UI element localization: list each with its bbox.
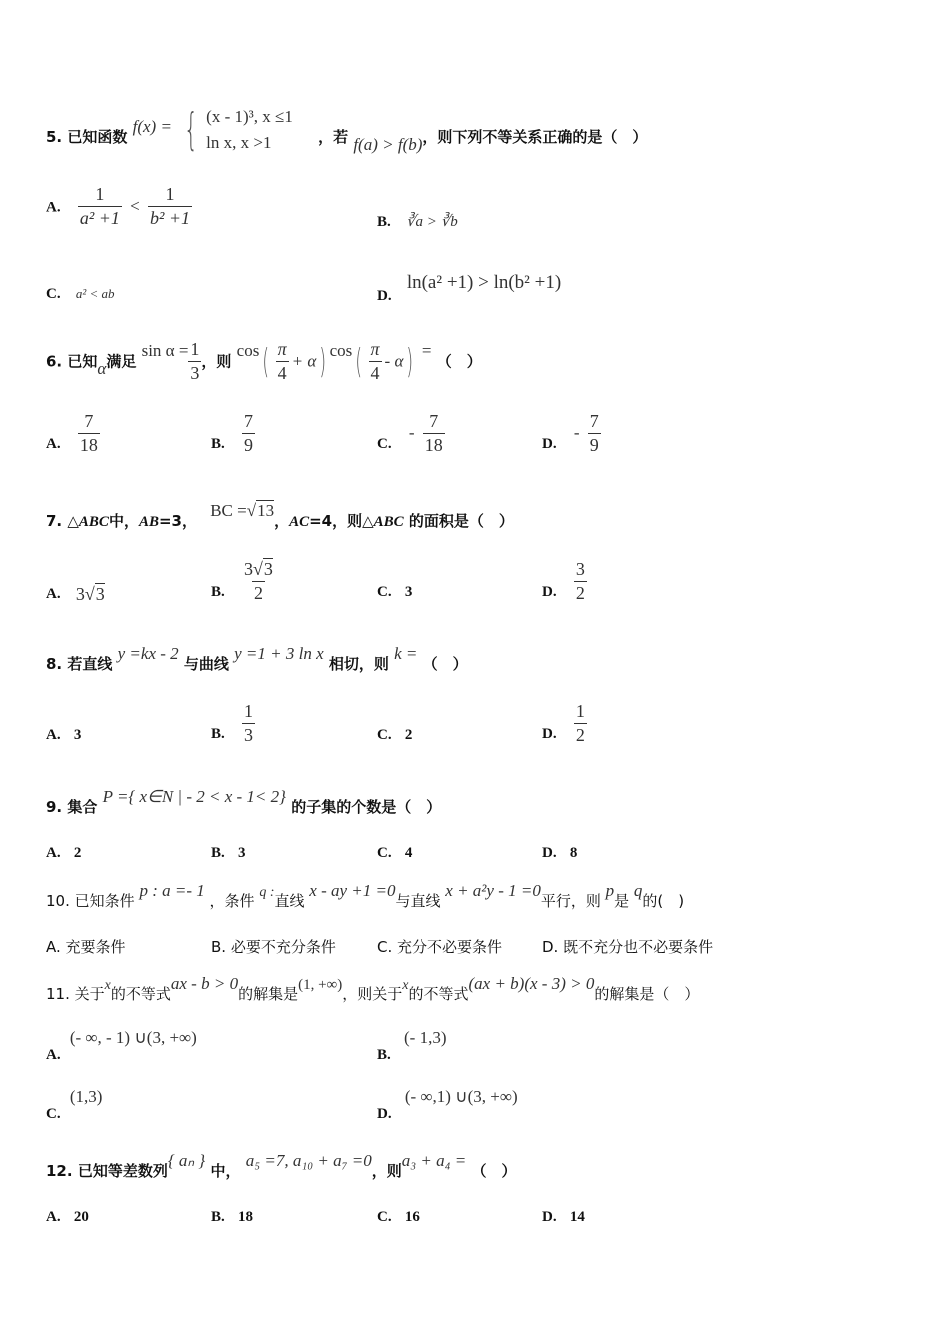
question-12-stem (46, 1151, 517, 1181)
numerator: 7 (589, 411, 599, 431)
denominator: 9 (589, 434, 599, 455)
option-label: A. (46, 1209, 61, 1225)
option-value: 3 (238, 845, 246, 861)
option-label: B. (377, 1047, 391, 1063)
stem-text: 直线 (274, 892, 305, 910)
stem-text: 已知等差数列 (77, 1162, 168, 1180)
math-line: y =kx - 2 (117, 644, 179, 663)
option-value: 8 (569, 845, 578, 861)
triangle-icon: △ (67, 512, 79, 530)
option-label: C. (46, 286, 61, 302)
fraction (242, 560, 275, 604)
option-math: ∛a > ∛b (406, 214, 458, 230)
stem-text: 已知 (67, 352, 98, 371)
math-solution-1: (1, +∞) (298, 977, 343, 993)
math-term: + α (291, 351, 317, 371)
stem-text: 的不等式 (408, 985, 469, 1003)
question-number: 10. (46, 892, 70, 910)
stem-text: ，则 (201, 352, 232, 371)
stem-text: 与直线 (395, 892, 441, 910)
stem-text: 的解集是 (238, 985, 299, 1003)
case-1: (x - 1)³, x ≤1 (206, 107, 293, 126)
option-5a[interactable] (46, 185, 195, 229)
stem-text: 的不等式 (110, 985, 171, 1003)
fraction (574, 702, 587, 746)
option-math: (- 1,3) (404, 1028, 447, 1047)
stem-text: 的( ) (642, 892, 685, 910)
option-label: B. (211, 726, 225, 743)
stem-text: 已知函数 (67, 128, 128, 146)
option-value: 16 (404, 1209, 420, 1225)
denominator: 9 (244, 434, 253, 455)
question-number: 5. (46, 128, 63, 146)
denominator: 3 (244, 724, 253, 745)
option-11d[interactable] (377, 1087, 518, 1122)
option-label: C. (377, 1209, 392, 1225)
option-7d[interactable] (542, 560, 590, 604)
option-label: D. (542, 584, 557, 601)
piecewise-cases (177, 104, 293, 155)
stem-text: ，则下列不等关系正确的是（ ） (422, 128, 648, 146)
question-number: 8. (46, 655, 63, 673)
math-bc-label: BC = (210, 501, 247, 520)
brace-icon: { (184, 103, 199, 155)
option-label: D. (542, 436, 557, 453)
math-alpha: α (97, 359, 107, 379)
fraction (588, 412, 601, 456)
option-label: C. (46, 1106, 61, 1122)
option-8a[interactable] (46, 725, 81, 744)
math-p: p : a =- 1 (139, 881, 205, 900)
option-5d[interactable] (377, 272, 562, 304)
option-label: C. (377, 584, 392, 600)
option-label: A. (46, 845, 61, 861)
option-value: 充要条件 (65, 938, 126, 956)
option-math: a² < ab (75, 286, 115, 301)
math-q: q : (259, 885, 275, 900)
option-label: D. (377, 288, 392, 304)
option-math: (- ∞, - 1) ∪(3, +∞) (69, 1028, 197, 1047)
minus-sign: - (408, 423, 415, 443)
numerator: 1 (244, 701, 253, 721)
coefficient: 3 (75, 584, 85, 604)
stem-text: 的面积是（ ） (408, 512, 514, 530)
option-8d[interactable] (542, 702, 590, 746)
option-label: B. (211, 584, 225, 601)
option-12a[interactable] (46, 1207, 89, 1226)
option-10d[interactable] (542, 936, 713, 957)
option-value: 14 (569, 1209, 585, 1225)
stem-text: （ ） (436, 352, 482, 371)
option-label: A. (46, 1047, 61, 1063)
option-label: C. (377, 845, 392, 861)
fraction (78, 185, 122, 229)
fraction (242, 702, 255, 746)
stem-text: （ ） (422, 655, 468, 673)
stem-text: ABC (78, 514, 109, 530)
stem-text: 中， (108, 512, 139, 530)
numerator: 3 (575, 559, 585, 579)
option-label: B. (211, 1209, 225, 1225)
option-label: B. (211, 436, 225, 453)
math-set: P ={ x∈N | - 2 < x - 1< 2} (102, 787, 286, 806)
math-ask: a₃ + a₄ = (401, 1151, 467, 1170)
option-value: 2 (404, 727, 413, 743)
numerator: 7 (84, 411, 94, 431)
question-6-stem (46, 340, 482, 384)
numerator: 7 (244, 411, 253, 431)
option-label: D. (542, 726, 557, 743)
option-value: 18 (238, 1209, 253, 1225)
fraction (423, 412, 445, 456)
option-value: 既不充分也不必要条件 (563, 938, 714, 956)
option-5c[interactable] (46, 284, 115, 303)
option-8c[interactable] (377, 725, 412, 744)
math-line-2: x + a²y - 1 =0 (445, 881, 541, 900)
math-curve: y =1 + 3 ln x (234, 644, 324, 663)
math-x: x (104, 978, 111, 993)
option-7c[interactable] (377, 582, 412, 601)
numerator: 1 (190, 339, 200, 359)
option-label: A. (46, 586, 61, 602)
math-inequality-2: (ax + b)(x - 3) > 0 (468, 974, 595, 993)
option-label: D. (542, 1209, 557, 1225)
numerator: π (370, 339, 380, 359)
question-10-stem (46, 881, 685, 911)
option-math: (1,3) (69, 1087, 103, 1106)
fraction (148, 185, 192, 229)
option-10a[interactable] (46, 936, 126, 957)
option-label: C. (377, 938, 393, 956)
math-inequality-1: ax - b > 0 (170, 974, 239, 993)
option-12d[interactable] (542, 1207, 585, 1226)
numerator: 7 (429, 411, 439, 431)
fraction (188, 340, 201, 384)
math-condition: f(a) > f(b) (353, 135, 423, 154)
question-number: 11. (46, 985, 70, 1003)
option-label: B. (211, 938, 227, 956)
denominator: 2 (575, 582, 585, 603)
option-7b[interactable] (211, 560, 278, 604)
fraction (242, 412, 255, 456)
denominator: 2 (575, 724, 585, 745)
option-5b[interactable] (377, 212, 458, 231)
option-label: A. (46, 938, 61, 956)
operator: < (130, 196, 140, 216)
stem-text: ，若 (318, 128, 349, 146)
option-label: C. (377, 727, 392, 743)
stem-text: 若直线 (67, 655, 113, 673)
denominator: 4 (277, 362, 287, 383)
right-paren-icon: ) (406, 341, 414, 382)
denominator: 3 (190, 362, 200, 383)
math-k: k = (394, 644, 418, 663)
stem-text: =3， (158, 512, 197, 530)
stem-text: 是 (614, 892, 630, 910)
option-9d[interactable] (542, 843, 577, 862)
stem-text: ，则关于 (342, 985, 403, 1003)
question-5-stem (46, 103, 648, 163)
denominator: 2 (253, 582, 263, 603)
stem-text: 与曲线 (183, 655, 229, 673)
numerator: 3√3 (244, 559, 273, 579)
numerator: π (277, 339, 287, 359)
math-condition: a₅ =7, a₁₀ + a₇ =0 (245, 1151, 372, 1170)
option-label: A. (46, 199, 61, 216)
denominator: 18 (79, 434, 98, 455)
left-paren-icon: ( (355, 341, 363, 382)
math-function-def: f(x) = (132, 117, 172, 136)
option-6c[interactable] (377, 412, 448, 456)
option-label: D. (542, 845, 557, 861)
option-label: A. (46, 727, 61, 743)
option-value: 3 (404, 584, 413, 600)
option-10b[interactable] (211, 936, 336, 957)
left-paren-icon: ( (262, 341, 270, 382)
question-11-stem (46, 974, 700, 1004)
math-sin: sin α = (141, 341, 189, 361)
question-number: 7. (46, 512, 63, 530)
math-term: - α (384, 351, 404, 371)
stem-text: （ ） (471, 1162, 517, 1180)
stem-text: 关于 (74, 985, 105, 1003)
option-value: 4 (404, 845, 413, 861)
option-12b[interactable] (211, 1207, 253, 1226)
denominator: a² +1 (79, 207, 120, 228)
math-x: x (402, 978, 409, 993)
option-label: D. (377, 1106, 392, 1122)
math-line-1: x - ay +1 =0 (309, 881, 396, 900)
option-math: ln(a² +1) > ln(b² +1) (406, 272, 562, 293)
option-10c[interactable] (377, 936, 502, 957)
option-6b[interactable] (211, 412, 258, 456)
math-p-var: p (605, 881, 615, 900)
option-11c[interactable] (46, 1087, 103, 1122)
stem-text: 的解集是（ ） (594, 985, 700, 1003)
stem-text: ，条件 (209, 892, 255, 910)
option-value: 2 (73, 845, 82, 861)
stem-text: 平行，则 (540, 892, 601, 910)
radicand: 3 (263, 559, 273, 579)
stem-text: 相切，则 (328, 655, 389, 673)
stem-text: AB (138, 514, 159, 530)
math-equals: = (421, 341, 432, 361)
option-9c[interactable] (377, 843, 412, 862)
question-number: 12. (46, 1162, 73, 1180)
question-8-stem (46, 644, 468, 674)
fraction (276, 340, 289, 384)
denominator: 4 (370, 362, 380, 383)
numerator: 1 (95, 184, 105, 204)
option-label: C. (377, 436, 392, 453)
stem-text: 已知条件 (74, 892, 135, 910)
sqrt-value: 13 (257, 501, 275, 520)
option-12c[interactable] (377, 1207, 420, 1226)
option-label: D. (542, 938, 559, 956)
fraction (574, 560, 587, 604)
math-sequence: { aₙ } (167, 1151, 206, 1170)
denominator: b² +1 (149, 207, 190, 228)
option-6d[interactable] (542, 412, 604, 456)
option-math: 3√3 (75, 584, 105, 604)
math-cos: cos (329, 341, 353, 361)
math-bc: BC =√13 (210, 501, 275, 520)
denominator: 18 (424, 434, 443, 455)
option-value: 3 (73, 727, 82, 743)
stem-text: ， (274, 512, 290, 530)
option-value: 充分不必要条件 (397, 938, 503, 956)
option-label: B. (211, 845, 225, 861)
stem-text: 满足 (106, 352, 137, 371)
math-q-var: q (633, 881, 643, 900)
stem-text: 集合 (67, 798, 98, 816)
option-7a[interactable] (46, 582, 105, 603)
numerator: 1 (575, 701, 585, 721)
stem-text: 的子集的个数是（ ） (291, 798, 442, 816)
radicand: 3 (95, 584, 105, 604)
option-math: (- ∞,1) ∪(3, +∞) (404, 1087, 518, 1106)
stem-text: AC (289, 514, 310, 530)
option-11b[interactable] (377, 1028, 447, 1063)
option-9b[interactable] (211, 843, 246, 862)
right-paren-icon: ) (319, 341, 327, 382)
numerator: 1 (165, 184, 175, 204)
question-number: 9. (46, 798, 63, 816)
option-value: 20 (73, 1209, 89, 1225)
fraction (369, 340, 382, 384)
minus-sign: - (573, 423, 580, 443)
stem-text: =4，则△ (309, 512, 374, 530)
fraction (78, 412, 100, 456)
stem-text: 中， (210, 1162, 241, 1180)
stem-text: ，则 (371, 1162, 402, 1180)
option-label: B. (377, 214, 391, 230)
question-9-stem (46, 787, 442, 817)
option-value: 必要不充分条件 (230, 938, 336, 956)
stem-text: ABC (373, 514, 404, 530)
question-number: 6. (46, 352, 63, 371)
case-2: ln x, x >1 (206, 132, 272, 152)
coefficient: 3 (244, 559, 253, 579)
option-label: A. (46, 436, 61, 453)
option-6a[interactable] (46, 412, 103, 456)
option-9a[interactable] (46, 843, 81, 862)
option-11a[interactable] (46, 1028, 197, 1063)
math-cos: cos (236, 341, 260, 361)
question-7-stem (46, 501, 514, 531)
option-8b[interactable] (211, 702, 258, 746)
